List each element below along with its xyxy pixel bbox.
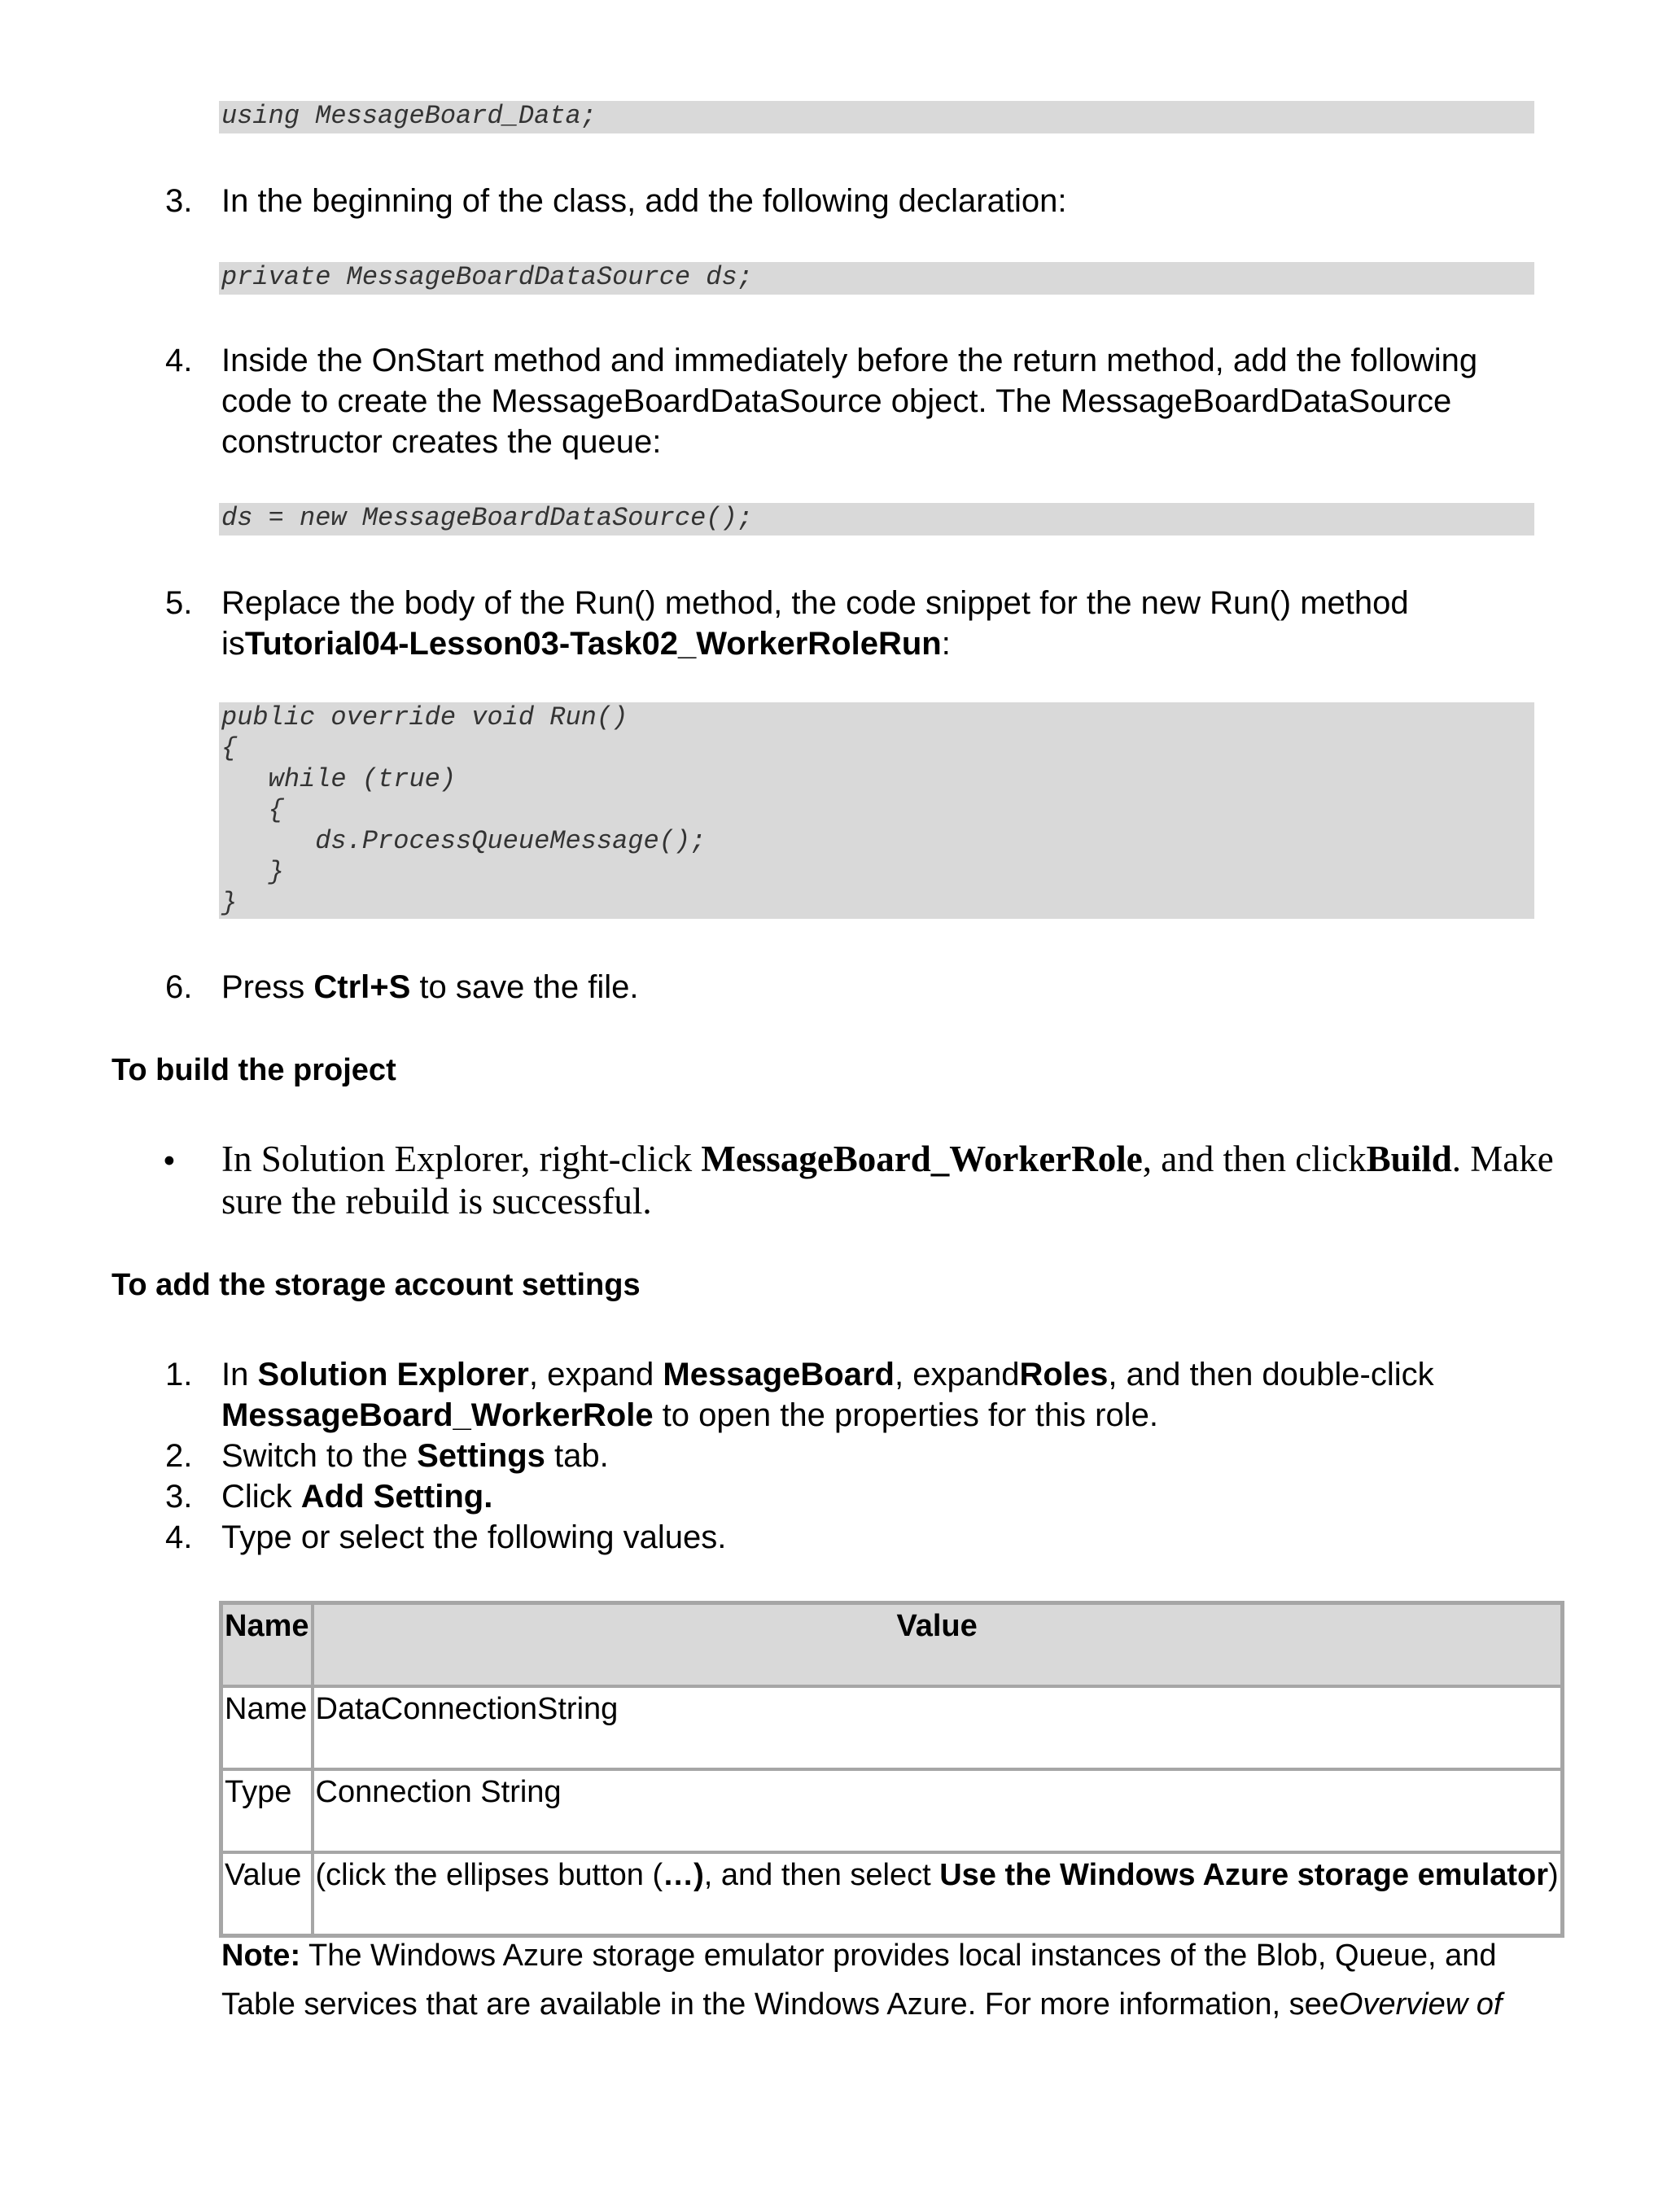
note-paragraph <box>221 1931 1540 2029</box>
settings-values-table <box>219 1601 1564 1938</box>
build-instruction <box>221 1138 1556 1222</box>
step-text <box>221 1436 1540 1476</box>
step-text-plain: In <box>221 1357 258 1392</box>
ui-term: Solution Explorer <box>257 1357 529 1392</box>
step-text <box>221 1476 1540 1517</box>
step-text-plain: Replace the body of the Run() method, the code snippet for the new Run() method is <box>221 585 1409 662</box>
table-row <box>221 1686 1562 1769</box>
header-name: Name <box>221 1603 313 1686</box>
snippet-name: Tutorial04-Lesson03-Task02_WorkerRoleRun <box>244 626 942 662</box>
step-text: Inside the OnStart method and immediately before the return method, add the following code to create the MessageBoardDataSource object. The MessageBoardDataSource constructor creates the queue: <box>221 343 1478 460</box>
step-text-plain: , and then double-click <box>1108 1357 1434 1392</box>
step-number: 3. <box>165 1479 193 1515</box>
build-text: . Make sure the rebuild is successful. <box>221 1139 1554 1222</box>
code-new-datasource: ds = new MessageBoardDataSource(); <box>219 503 1534 536</box>
row-value: DataConnectionString <box>313 1686 1562 1769</box>
note-label: Note: <box>221 1939 301 1973</box>
ui-term: MessageBoard_WorkerRole <box>221 1397 654 1433</box>
value-text: ) <box>1548 1858 1559 1892</box>
build-text: , and then click <box>1142 1139 1367 1179</box>
note-link-text: Overview of <box>1338 1987 1503 2022</box>
code-run-method: public override void Run() { while (true) { ds.ProcessQueueMessage(); } } <box>219 702 1534 919</box>
table-row <box>221 1769 1562 1852</box>
code-declaration: private MessageBoardDataSource ds; <box>219 262 1534 295</box>
step-text: Type or select the following values. <box>221 1519 727 1555</box>
step-text <box>221 967 1540 1008</box>
value-text: , and then select <box>703 1858 940 1892</box>
row-name: Type <box>221 1769 313 1852</box>
note-text: The Windows Azure storage emulator provides local instances of the Blob, Queue, and Table services that are available in the Windows Azure. For more information, see <box>221 1939 1497 2022</box>
step-text-plain: Switch to the <box>221 1438 418 1474</box>
worker-role-name: MessageBoard_WorkerRole <box>701 1139 1143 1179</box>
row-value <box>313 1852 1562 1935</box>
table-header-row <box>221 1603 1562 1686</box>
step-text-plain: tab. <box>545 1438 609 1474</box>
step-number: 4. <box>165 1519 193 1555</box>
header-value: Value <box>313 1603 1562 1686</box>
code-using: using MessageBoard_Data; <box>219 101 1534 133</box>
step-number: 1. <box>165 1357 193 1392</box>
row-name: Value <box>221 1852 313 1935</box>
ui-term: MessageBoard <box>663 1357 895 1392</box>
step-text <box>221 1354 1540 1436</box>
emulator-option: Use the Windows Azure storage emulator <box>939 1858 1549 1892</box>
section-heading-build: To build the project <box>112 1053 396 1087</box>
step-number: 5. <box>165 585 193 621</box>
ui-term: Add Setting. <box>300 1479 493 1515</box>
value-text: (click the ellipses button ( <box>315 1858 663 1892</box>
section-heading-storage: To add the storage account settings <box>112 1268 641 1302</box>
step-text-plain: , expand <box>528 1357 663 1392</box>
step-number: 3. <box>165 183 193 219</box>
ellipsis-label: …) <box>663 1858 704 1892</box>
step-text <box>221 583 1540 664</box>
step-text-plain: to open the properties for this role. <box>653 1397 1158 1433</box>
step-text-plain: Click <box>221 1479 301 1515</box>
ui-term: Settings <box>417 1438 545 1474</box>
step-number: 4. <box>165 343 193 378</box>
ui-term: Roles <box>1019 1357 1109 1392</box>
bullet-symbol: • <box>163 1140 176 1181</box>
step-text-plain: : <box>941 626 951 662</box>
step-number: 2. <box>165 1438 193 1474</box>
step-text-plain: to save the file. <box>410 969 639 1005</box>
table-row <box>221 1852 1562 1935</box>
shortcut-key: Ctrl+S <box>313 969 411 1005</box>
step-number: 6. <box>165 969 193 1005</box>
step-text-plain: Press <box>221 969 314 1005</box>
row-value: Connection String <box>313 1769 1562 1852</box>
step-text: In the beginning of the class, add the following declaration: <box>221 183 1067 219</box>
step-text-plain: , expand <box>894 1357 1020 1392</box>
build-command: Build <box>1366 1139 1452 1179</box>
row-name: Name <box>221 1686 313 1769</box>
build-text: In Solution Explorer, right-click <box>221 1139 702 1179</box>
